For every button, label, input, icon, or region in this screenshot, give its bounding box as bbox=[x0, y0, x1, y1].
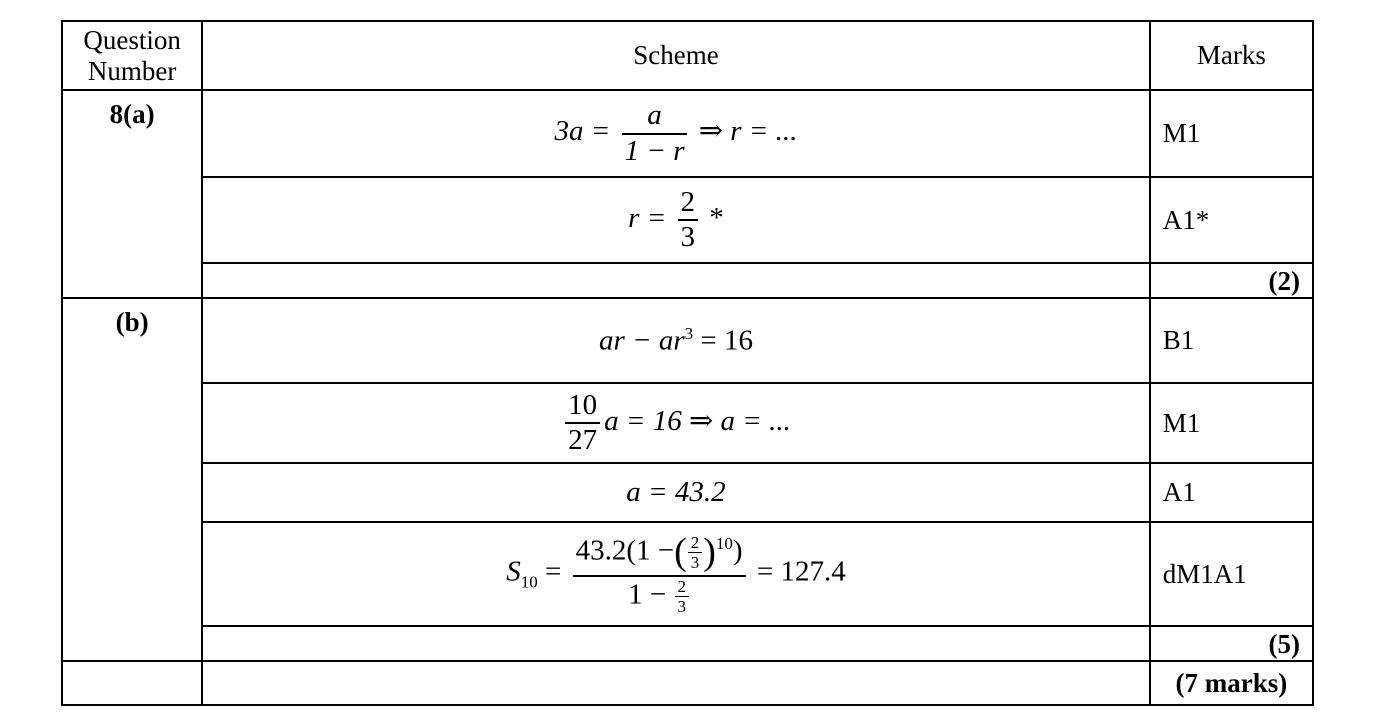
table-row bbox=[62, 90, 1313, 177]
b4-inner-num: 2 bbox=[688, 533, 703, 554]
scheme-line-a1 bbox=[202, 90, 1150, 177]
mark-b3: A1 bbox=[1150, 463, 1313, 522]
table-row bbox=[62, 463, 1313, 522]
b4-num-a: 43.2(1 − bbox=[575, 534, 675, 567]
a1-lhs: 3a = bbox=[554, 115, 611, 148]
scheme-line-b2 bbox=[202, 383, 1150, 463]
mark-b1: B1 bbox=[1150, 298, 1313, 383]
b2-rhs: a = 16 ⇒ a = ... bbox=[604, 404, 791, 437]
header-scheme: Scheme bbox=[202, 21, 1150, 90]
b2-fraction bbox=[565, 389, 600, 458]
b1-rhs: = 16 bbox=[700, 324, 753, 357]
table-row bbox=[62, 626, 1313, 661]
part-a-label: 8(a) bbox=[62, 90, 202, 298]
b4-denominator bbox=[573, 577, 746, 617]
subtotal-b: (5) bbox=[1150, 626, 1313, 661]
a2-lhs: r = bbox=[628, 201, 667, 234]
a2-num: 2 bbox=[678, 186, 699, 221]
mark-b2: M1 bbox=[1150, 383, 1313, 463]
total-marks: (7 marks) bbox=[1150, 661, 1313, 705]
b4-subscript: 10 bbox=[520, 572, 538, 592]
subtotal-a: (2) bbox=[1150, 263, 1313, 298]
scheme-line-b1 bbox=[202, 298, 1150, 383]
part-b-label: (b) bbox=[62, 298, 202, 661]
scheme-line-b3 bbox=[202, 463, 1150, 522]
a1-fraction bbox=[622, 99, 688, 168]
scheme-blank-b bbox=[202, 626, 1150, 661]
b4-inner-fraction bbox=[688, 533, 703, 573]
b4-fraction bbox=[573, 531, 746, 617]
b4-rhs: = 127.4 bbox=[756, 555, 846, 588]
b4-den-num: 2 bbox=[675, 577, 690, 598]
header-marks: Marks bbox=[1150, 21, 1313, 90]
a1-rhs: ⇒ r = ... bbox=[698, 115, 798, 148]
b3-expr: a = 43.2 bbox=[626, 476, 726, 508]
b4-eq: = bbox=[544, 555, 562, 588]
a2-den: 3 bbox=[680, 221, 696, 253]
scheme-line-b4 bbox=[202, 522, 1150, 626]
total-blank-q bbox=[62, 661, 202, 705]
table-row bbox=[62, 298, 1313, 383]
b4-inner-den: 3 bbox=[690, 553, 700, 573]
header-row bbox=[62, 21, 1313, 90]
table-row bbox=[62, 383, 1313, 463]
mark-a2: A1* bbox=[1150, 177, 1313, 263]
a1-den: 1 − r bbox=[624, 134, 685, 167]
mark-a1: M1 bbox=[1150, 90, 1313, 177]
table-row bbox=[62, 522, 1313, 626]
b4-s: S bbox=[506, 555, 521, 588]
mark-scheme-table bbox=[61, 20, 1314, 706]
header-question-number: Question Number bbox=[62, 21, 202, 90]
table-row bbox=[62, 263, 1313, 298]
table-row bbox=[62, 177, 1313, 263]
b4-den-fraction bbox=[675, 577, 690, 617]
a1-num: a bbox=[622, 99, 688, 134]
b4-num-b: ) bbox=[732, 534, 743, 567]
b4-numerator: 43.2(1 −( $\frac{2}{3}$ )$^{10}$) bbox=[573, 531, 746, 577]
b2-den: 27 bbox=[568, 424, 598, 456]
total-row bbox=[62, 661, 1313, 705]
b2-num: 10 bbox=[565, 389, 600, 424]
scheme-blank-a bbox=[202, 263, 1150, 298]
b4-exponent: 10 bbox=[715, 533, 733, 553]
a2-fraction bbox=[678, 186, 699, 255]
scheme-line-a2 bbox=[202, 177, 1150, 263]
mark-b4: dM1A1 bbox=[1150, 522, 1313, 626]
b1-exponent: 3 bbox=[684, 323, 694, 343]
b4-den-a: 1 − bbox=[628, 578, 667, 611]
b1-expr: ar − ar bbox=[598, 324, 685, 357]
total-blank-scheme bbox=[202, 661, 1150, 705]
a2-star: * bbox=[709, 201, 724, 234]
b4-den-den: 3 bbox=[677, 597, 687, 617]
